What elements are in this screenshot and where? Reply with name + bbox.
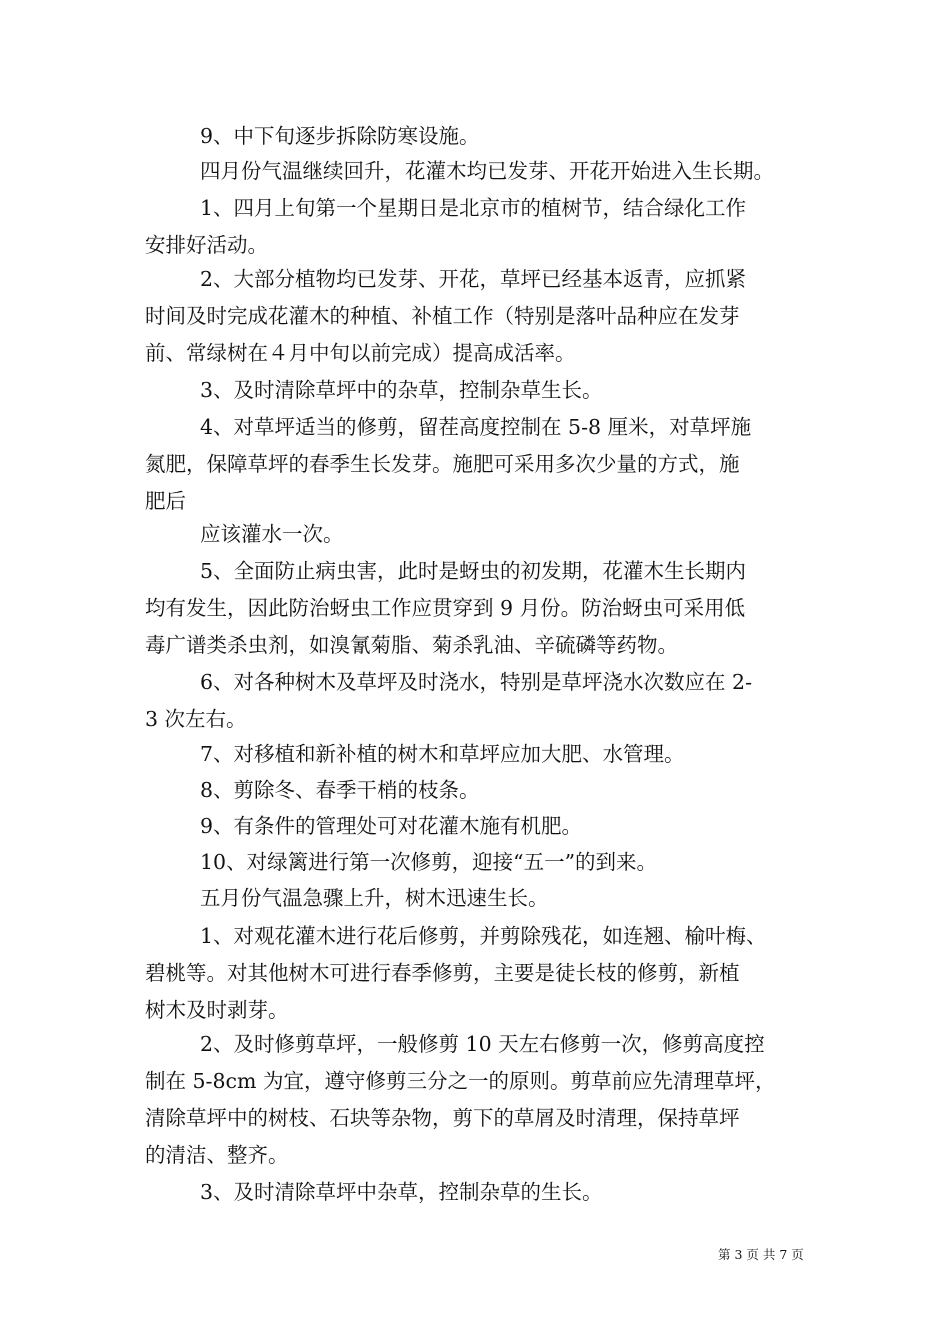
text-line: 肥后	[145, 489, 186, 513]
text-line: 9、有条件的管理处可对花灌木施有机肥。	[200, 814, 583, 838]
text-line: 3 次左右。	[145, 707, 247, 731]
text-line: 8、剪除冬、春季干梢的枝条。	[200, 778, 480, 802]
text-line: 10、对绿篱进行第一次修剪，迎接“五一”的到来。	[200, 850, 658, 874]
text-line: 毒广谱类杀虫剂，如溴氰菊脂、菊杀乳油、辛硫磷等药物。	[145, 633, 678, 657]
text-line: 3、及时清除草坪中的杂草，控制杂草生长。	[200, 378, 603, 402]
text-line: 1、四月上旬第一个星期日是北京市的植树节，结合绿化工作	[200, 196, 747, 220]
text-line: 五月份气温急骤上升，树木迅速生长。	[200, 886, 549, 910]
text-line: 的清洁、整齐。	[145, 1143, 289, 1167]
text-line: 4、对草坪适当的修剪，留茬高度控制在 5-8 厘米，对草坪施	[200, 415, 752, 439]
text-line: 碧桃等。对其他树木可进行春季修剪，主要是徒长枝的修剪，新植	[145, 961, 740, 985]
text-line: 安排好活动。	[145, 233, 268, 257]
text-line: 氮肥，保障草坪的春季生长发芽。施肥可采用多次少量的方式，施	[145, 452, 740, 476]
text-line: 制在 5-8cm 为宜，遵守修剪三分之一的原则。剪草前应先清理草坪，	[145, 1069, 776, 1093]
text-line: 5、全面防止病虫害，此时是蚜虫的初发期，花灌木生长期内	[200, 559, 747, 583]
text-line: 均有发生，因此防治蚜虫工作应贯穿到 9 月份。防治蚜虫可采用低	[145, 596, 746, 620]
text-line: 3、及时清除草坪中杂草，控制杂草的生长。	[200, 1180, 603, 1204]
text-line: 6、对各种树木及草坪及时浇水，特别是草坪浇水次数应在 2-	[200, 670, 753, 694]
text-line: 四月份气温继续回升，花灌木均已发芽、开花开始进入生长期。	[200, 159, 774, 183]
text-line: 2、大部分植物均已发芽、开花，草坪已经基本返青，应抓紧	[200, 267, 747, 291]
text-line: 7、对移植和新补植的树木和草坪应加大肥、水管理。	[200, 742, 685, 766]
text-line: 应该灌水一次。	[200, 522, 344, 546]
page-number: 第 3 页 共 7 页	[718, 1247, 804, 1262]
text-line: 1、对观花灌木进行花后修剪，并剪除残花，如连翘、榆叶梅、	[200, 924, 767, 948]
text-line: 前、常绿树在４月中旬以前完成）提高成活率。	[145, 341, 576, 365]
text-line: 树木及时剥芽。	[145, 998, 289, 1022]
text-line: 2、及时修剪草坪，一般修剪 10 天左右修剪一次，修剪高度控	[200, 1032, 765, 1056]
text-line: 9、中下旬逐步拆除防寒设施。	[200, 124, 480, 148]
text-line: 清除草坪中的树枝、石块等杂物，剪下的草屑及时清理，保持草坪	[145, 1106, 740, 1130]
text-line: 时间及时完成花灌木的种植、补植工作（特别是落叶品种应在发芽	[145, 304, 740, 328]
